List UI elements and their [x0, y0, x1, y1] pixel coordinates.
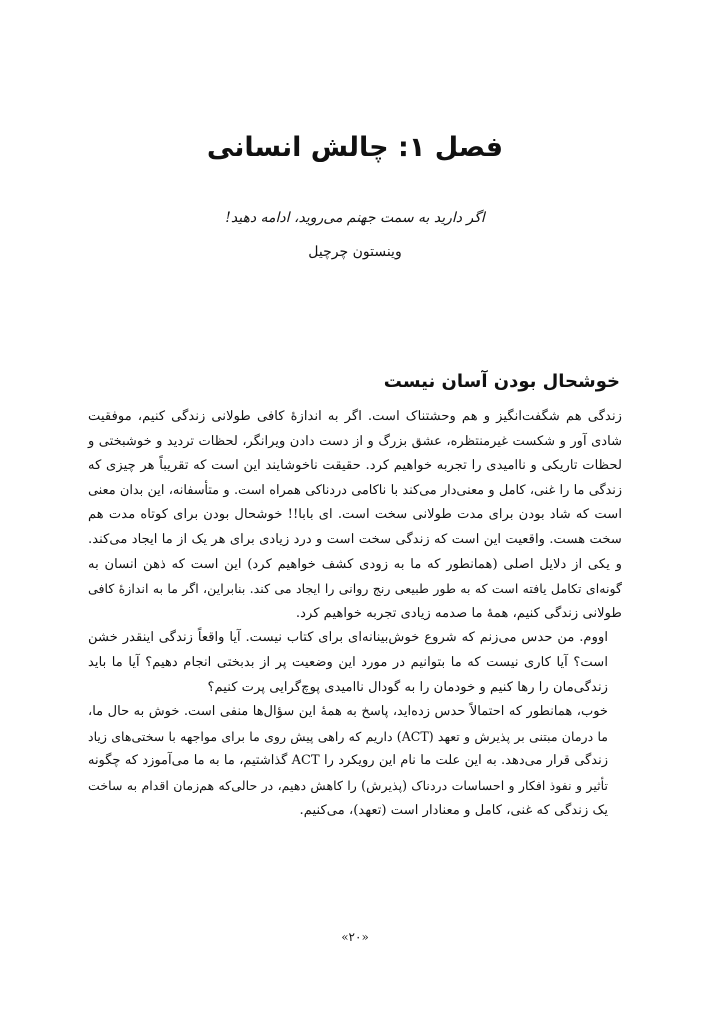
paragraph-1 [88, 405, 622, 626]
text-line: زندگی هم شگفت‌انگیز و هم وحشتناک است. اگر به اندازهٔ کافی طولانی زندگی کنیم، موفقیت [88, 409, 622, 424]
text-line: زندگی ما را غنی، کامل و معنی‌دار می‌کند با ناکامی دردناکی همراه است. و متأسفانه، این بدان معنی [88, 482, 622, 498]
text-line: لحظات تاریکی و ناامیدی را تجربه خواهیم کرد. حقیقت ناخوشایند این است که تقریباً هر چیزی که [88, 458, 622, 474]
chapter-title: فصل ۱: چالش انسانی [206, 132, 504, 163]
text-line: زندگی قرار می‌دهد. به این علت ما نام این رویکرد را ACT گذاشتیم، ما به ما می‌آموزد که چگونه [88, 753, 608, 769]
paragraph-2 [88, 626, 622, 700]
text-line: زندگی‌مان را رها کنیم و خودمان را به گودال ناامیدی پوچ‌گرایی پرت کنیم؟ [207, 679, 608, 695]
text-line: اووم. من حدس می‌زنم که شروع خوش‌بینانه‌ای برای کتاب نیست. آیا واقعاً زندگی اینقدر خشن [88, 630, 608, 646]
text-line: طولانی زندگی کنیم، همهٔ ما صدمه زیادی تجربه خواهیم کرد. [295, 605, 622, 621]
text-line: است؟ آیا کاری نیست که ما بتوانیم در مورد این وضعیت پر از بدبختی انجام دهیم؟ آیا ما باید [88, 654, 608, 670]
text-line: است که شاد بودن برای مدت طولانی سخت است. ای بابا!! خوشحال بودن برای کوتاه مدت هم [88, 507, 622, 523]
section-heading: خوشحال بودن آسان نیست [383, 371, 620, 392]
text-line: گونه‌ای تکامل یافته است که به طور طبیعی رنج روانی را ایجاد می کند. بنابراین، اگر ما به اندازهٔ کافی [88, 581, 622, 597]
text-line: یک زندگی که غنی، کامل و معنادار است (تعهد)، می‌کنیم. [299, 802, 608, 818]
body-text [88, 405, 622, 823]
page-number: «۲۰» [341, 930, 369, 944]
epigraph-author: وینستون چرچیل [308, 244, 402, 260]
paragraph-3 [88, 700, 622, 823]
epigraph-quote: اگر دارید به سمت جهنم می‌روید، ادامه دهید! [225, 210, 485, 226]
text-line: ما درمان مبتنی بر پذیرش و تعهد (ACT) داریم که راهی پیش روی ما برای مواجهه با سختی‌های زیاد [88, 728, 608, 744]
text-line: شادی آور و شکست غیرمنتظره، عشق بزرگ و از دست دادن ویرانگر، لحظات تردید و خوشبختی و [88, 433, 622, 449]
text-line: و یکی از دلایل اصلی (همانطور که ما به زودی کشف خواهیم کرد) این است که ذهن انسان به [88, 556, 622, 572]
text-line: سخت هست. واقعیت این است که زندگی سخت است و درد زیادی برای هر یک از ما ایجاد می‌کند. [88, 531, 622, 547]
text-line: خوب، همانطور که احتمالاً حدس زده‌اید، پاسخ به همهٔ این سؤال‌ها منفی است. خوش به حال ما، [88, 704, 608, 720]
text-line: تأثیر و نفوذ افکار و احساسات دردناک (پذیرش) را کاهش دهیم، در حالی‌که هم‌زمان اقدام به ساخت [88, 777, 608, 793]
